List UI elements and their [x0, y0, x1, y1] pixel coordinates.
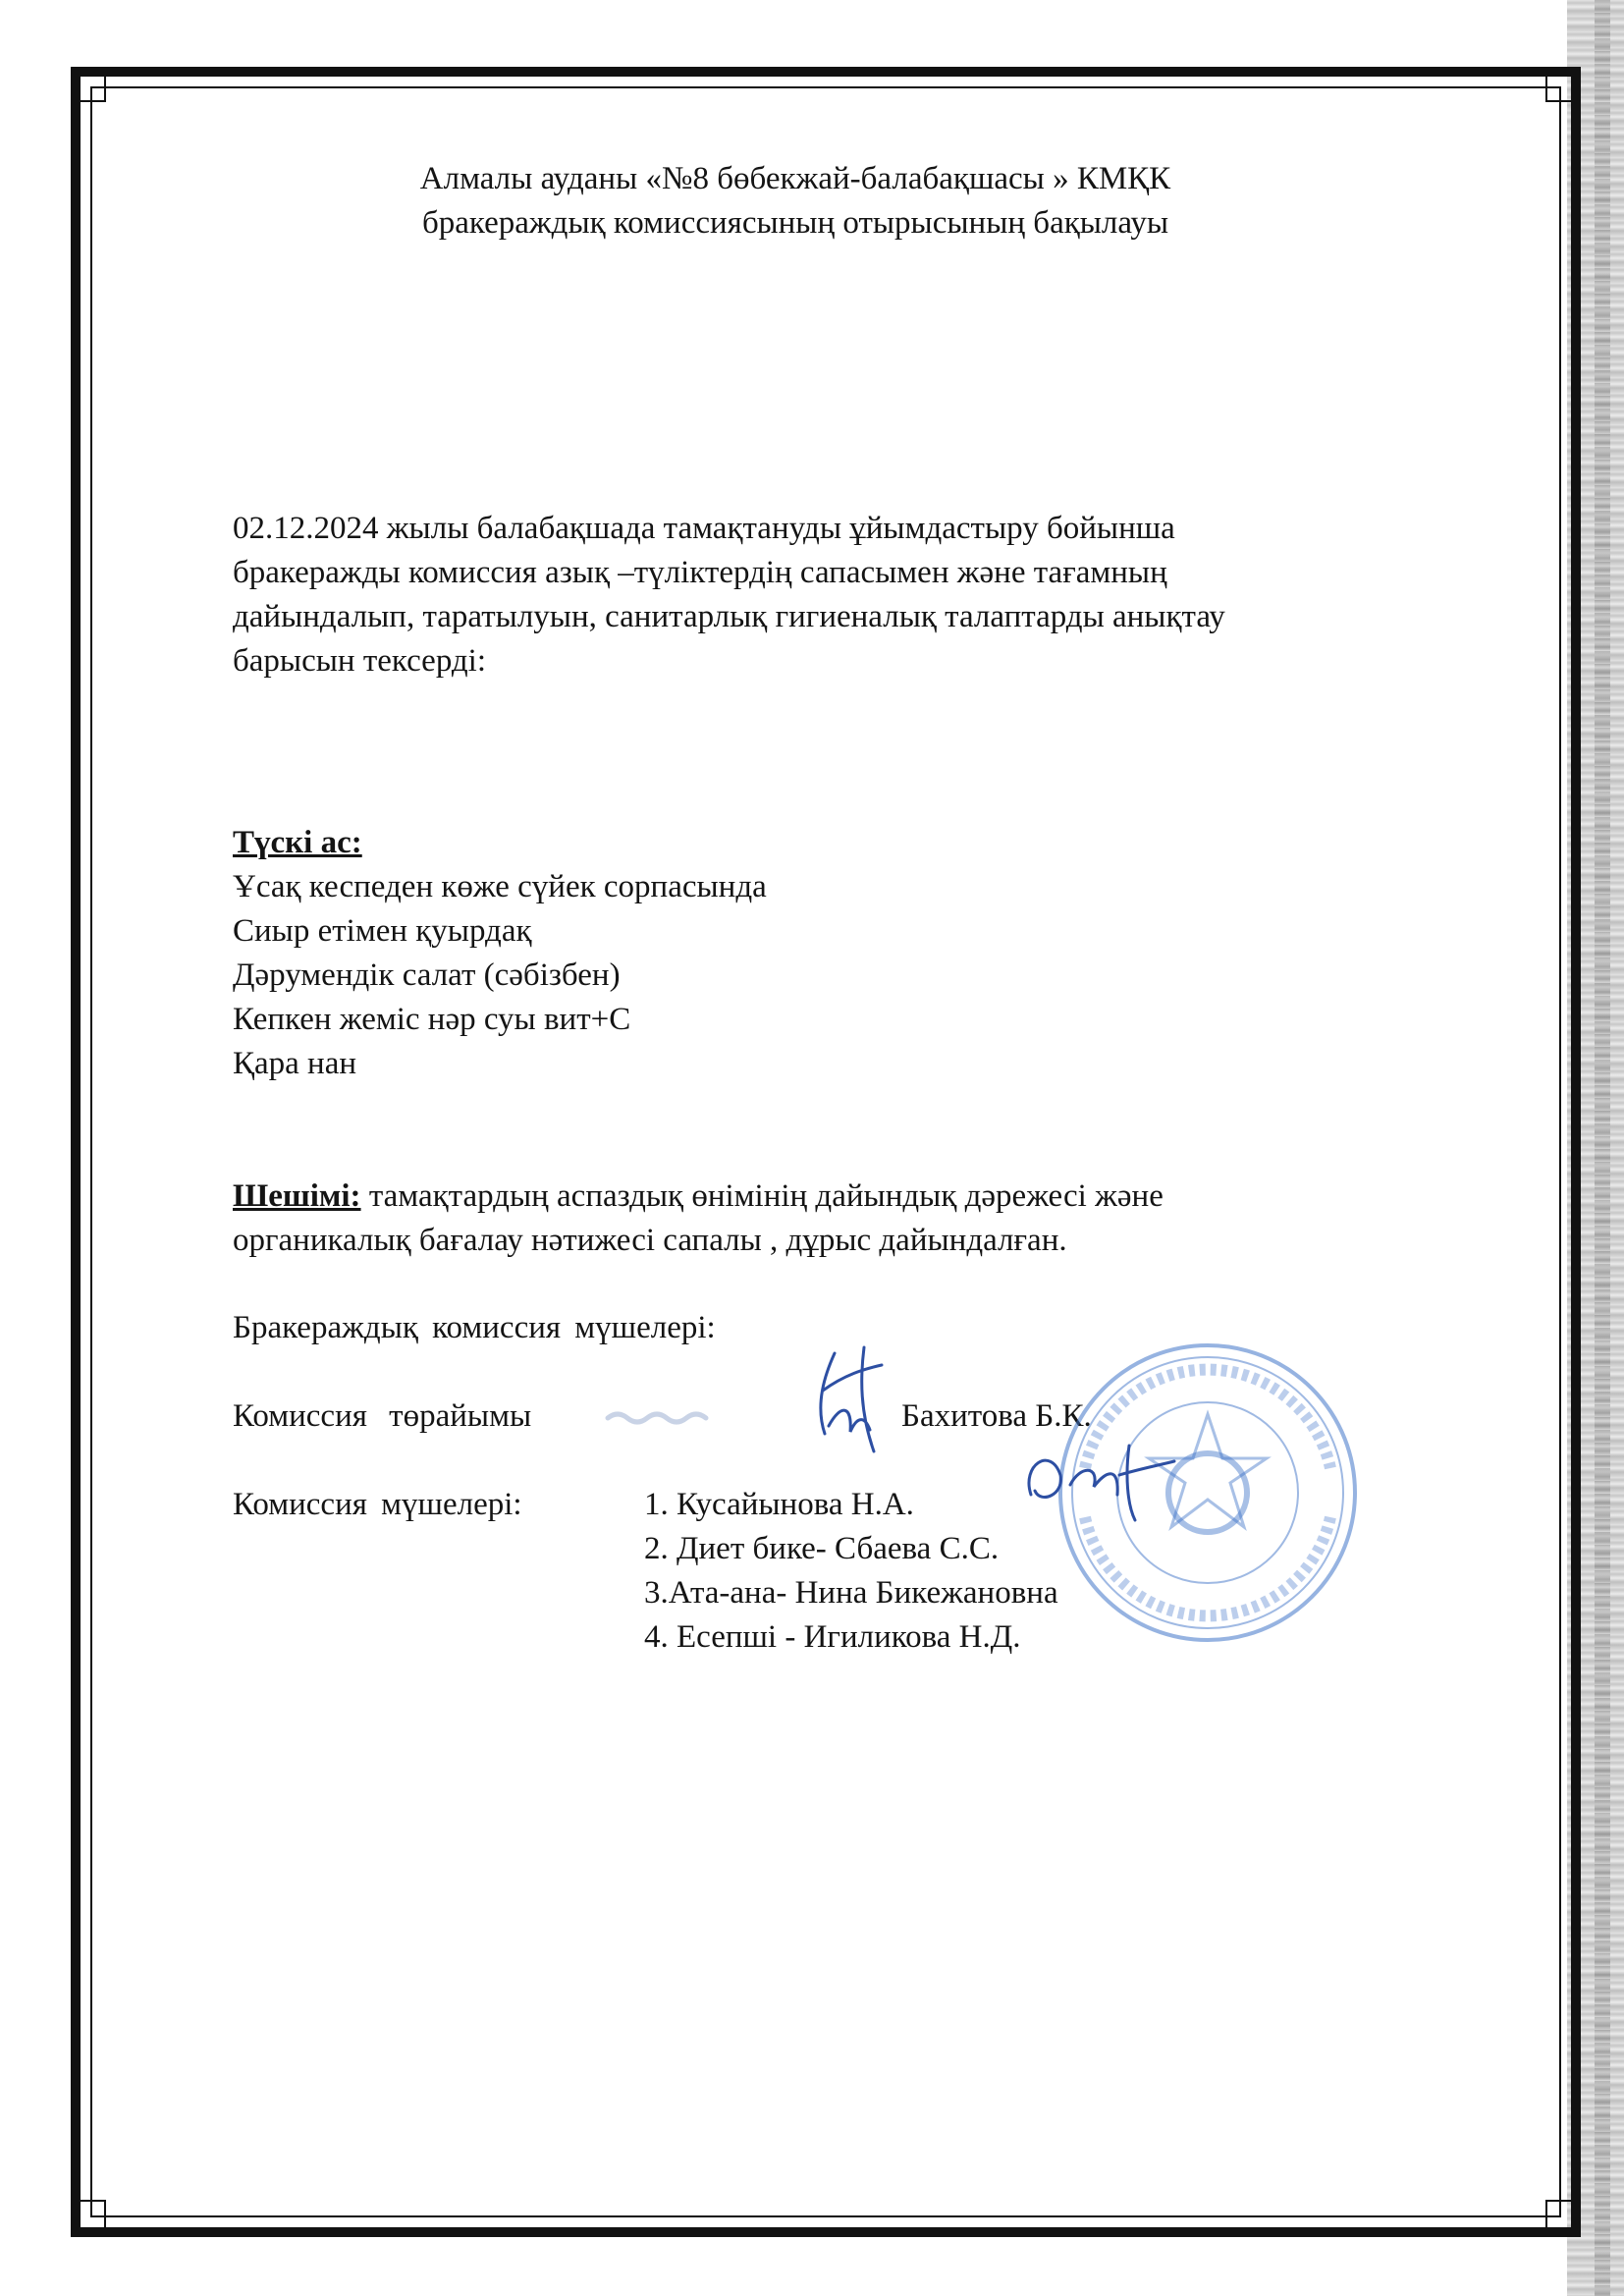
border-corner-bottom-left — [77, 2200, 106, 2229]
chair-signature — [795, 1336, 913, 1463]
border-corner-top-left — [77, 73, 106, 102]
decision-text-line-2: органикалық бағалау нәтижесі сапалы , дұрыс дайындалған. — [233, 1223, 1067, 1258]
lunch-menu — [233, 821, 1116, 1086]
member-list — [644, 1483, 1058, 1660]
document-title — [177, 157, 1414, 246]
title-line-1: Алмалы ауданы «№8 бөбекжай-балабақшасы » КМҚК — [419, 161, 1171, 196]
menu-item: Кепкен жеміс нәр суы вит+С — [233, 1002, 631, 1037]
menu-item: Дәрумендік салат (сәбізбен) — [233, 957, 621, 993]
menu-item: Ұсақ кеспеден көже сүйек сорпасында — [233, 869, 767, 904]
chair-label: Комиссия төрайымы — [233, 1398, 532, 1434]
intro-line: барысын тексерді: — [233, 643, 487, 679]
decision-paragraph — [233, 1175, 1450, 1263]
chair-name: Бахитова Б.К. — [901, 1398, 1092, 1434]
member-entry: 2. Диет бике- Сбаева С.С. — [644, 1531, 1000, 1566]
decision-text-line-1: тамақтардың аспаздық өнімінің дайындық дәрежесі және — [360, 1178, 1164, 1214]
member-entry: 4. Есепші - Игиликова Н.Д. — [644, 1619, 1021, 1655]
decision-label: Шешімі: — [233, 1178, 361, 1214]
scan-edge-streak — [1595, 0, 1610, 2296]
menu-item: Сиыр етімен қуырдақ — [233, 913, 532, 949]
intro-line: дайындалып, таратылуын, санитарлық гигиеналық талаптарды анықтау — [233, 599, 1225, 634]
commission-heading: Бракераждық комиссия мүшелері: — [233, 1310, 716, 1345]
menu-heading: Түскі ас: — [233, 825, 362, 860]
intro-line: 02.12.2024 жылы балабақшада тамақтануды ұйымдастыру бойынша — [233, 511, 1175, 546]
member-entry: 3.Ата-ана- Нина Бикежановна — [644, 1575, 1058, 1611]
member-entry: 1. Кусайынова Н.А. — [644, 1487, 914, 1522]
title-line-2: бракераждық комиссиясының отырысының бақылауы — [421, 205, 1169, 241]
intro-paragraph — [233, 507, 1450, 683]
menu-item: Қара нан — [233, 1046, 357, 1081]
border-corner-bottom-right — [1545, 2200, 1575, 2229]
intro-line: бракеражды комиссия азық –түліктердің сапасымен және тағамның — [233, 555, 1167, 590]
members-label: Комиссия мүшелері: — [233, 1487, 522, 1522]
page-border-inner — [90, 86, 1561, 2217]
border-corner-top-right — [1545, 73, 1575, 102]
faded-handwriting — [604, 1394, 722, 1434]
